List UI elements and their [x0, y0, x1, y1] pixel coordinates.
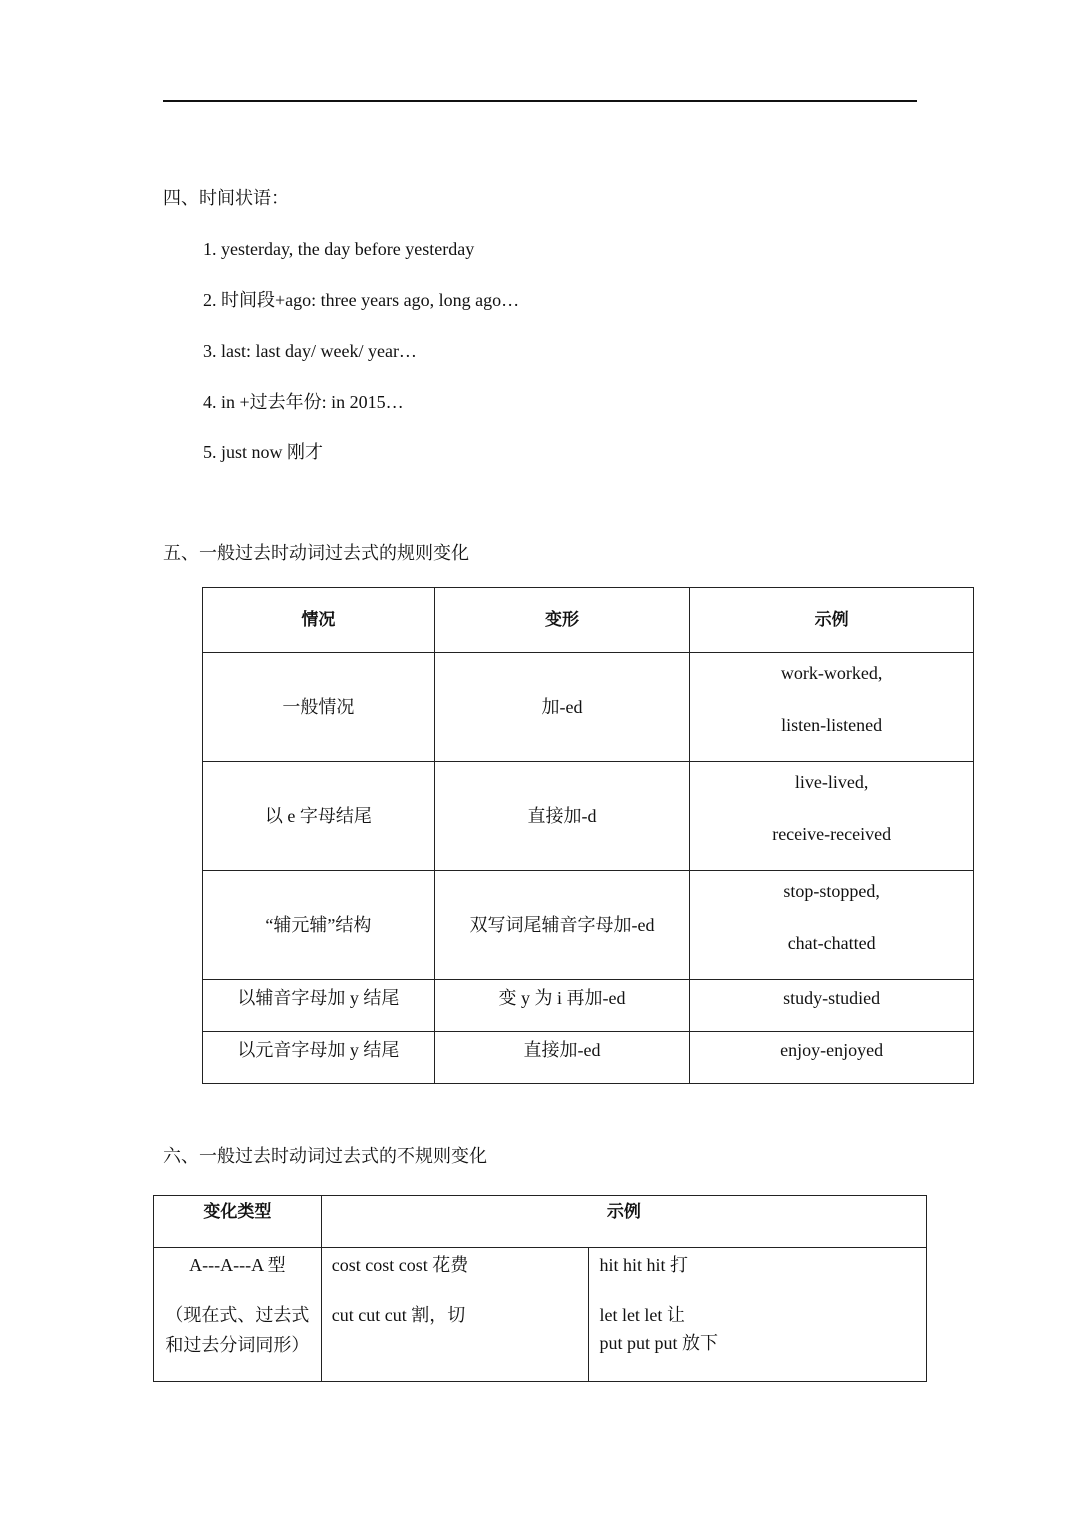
- case-cell: 以元音字母加 y 结尾: [203, 1032, 435, 1084]
- header-examples: 示例: [321, 1196, 926, 1248]
- section-5-heading: 五、一般过去时动词过去式的规则变化: [163, 543, 469, 563]
- irregular-verb-table: [153, 1195, 927, 1382]
- table-header-row: [203, 588, 974, 653]
- examples-cell: study-studied: [690, 980, 974, 1032]
- rule-cell: 直接加-d: [434, 762, 690, 871]
- list-item: 1. yesterday, the day before yesterday: [203, 239, 475, 259]
- examples-cell: [690, 762, 974, 871]
- examples-cell: [321, 1248, 589, 1382]
- table-header-row: [154, 1196, 927, 1248]
- table-row: [203, 980, 974, 1032]
- rule-cell: 变 y 为 i 再加-ed: [434, 980, 690, 1032]
- header-rule: 变形: [434, 588, 690, 653]
- example: chat-chatted: [787, 933, 876, 953]
- case-cell: “辅元辅”结构: [203, 871, 435, 980]
- type-name: A---A---A 型: [189, 1255, 286, 1275]
- examples-cell: [690, 871, 974, 980]
- list-item: 2. 时间段+ago: three years ago, long ago…: [203, 290, 520, 310]
- header-rule: [163, 100, 917, 102]
- list-item: 3. last: last day/ week/ year…: [203, 341, 417, 361]
- example: hit hit hit 打: [599, 1255, 688, 1275]
- header-examples: 示例: [690, 588, 974, 653]
- list-item: 4. in +过去年份: in 2015…: [203, 392, 404, 412]
- example: work-worked,: [780, 663, 883, 683]
- examples-cell: [589, 1248, 927, 1382]
- example: cut cut cut 割，切: [331, 1305, 466, 1325]
- type-desc: （现在式、过去式: [165, 1305, 310, 1325]
- example: cost cost cost 花费: [331, 1255, 469, 1275]
- header-type: 变化类型: [154, 1196, 322, 1248]
- examples-cell: [690, 653, 974, 762]
- examples-cell: enjoy-enjoyed: [690, 1032, 974, 1084]
- example: put put put 放下: [599, 1333, 718, 1353]
- example: listen-listened: [781, 715, 883, 735]
- case-cell: 一般情况: [203, 653, 435, 762]
- type-cell: [154, 1248, 322, 1382]
- section-6-heading: 六、一般过去时动词过去式的不规则变化: [163, 1146, 487, 1166]
- type-desc: 和过去分词同形）: [165, 1335, 310, 1355]
- rule-cell: 双写词尾辅音字母加-ed: [434, 871, 690, 980]
- header-case: 情况: [203, 588, 435, 653]
- example: let let let 让: [599, 1305, 685, 1325]
- table-row: [203, 871, 974, 980]
- table-row: [203, 1032, 974, 1084]
- case-cell: 以 e 字母结尾: [203, 762, 435, 871]
- table-row: [203, 762, 974, 871]
- rule-cell: 加-ed: [434, 653, 690, 762]
- table-row: [203, 653, 974, 762]
- example: receive-received: [772, 824, 892, 844]
- list-item: 5. just now 刚才: [203, 442, 324, 462]
- example: stop-stopped,: [783, 881, 880, 901]
- section-4-heading: 四、时间状语：: [163, 188, 289, 208]
- case-cell: 以辅音字母加 y 结尾: [203, 980, 435, 1032]
- rule-cell: 直接加-ed: [434, 1032, 690, 1084]
- example: live-lived,: [794, 772, 869, 792]
- table-row: [154, 1248, 927, 1382]
- regular-verb-table: [202, 587, 974, 1084]
